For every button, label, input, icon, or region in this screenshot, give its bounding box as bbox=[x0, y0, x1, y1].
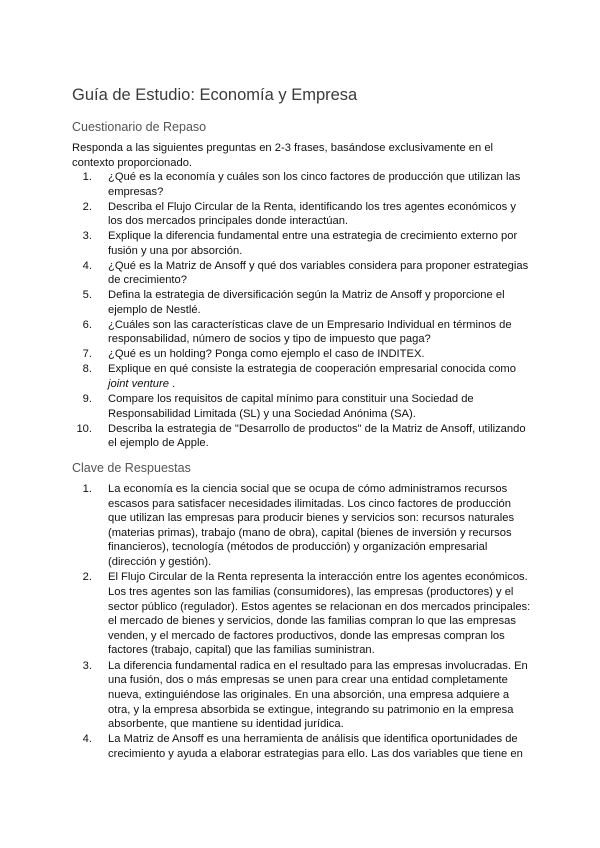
item-number: 1. bbox=[82, 483, 92, 495]
item-number: 7. bbox=[82, 348, 92, 361]
item-number: 3. bbox=[82, 230, 92, 243]
document-title: Guía de Estudio: Economía y Empresa bbox=[72, 86, 358, 104]
item-number: 6. bbox=[82, 318, 92, 331]
item-number: 10. bbox=[76, 422, 92, 435]
question-text: ¿Qué es la Matriz de Ansoff y qué dos variables considera para proponer estrategias de crecimiento? bbox=[108, 259, 529, 287]
item-number: 4. bbox=[82, 733, 92, 746]
question-text: Defina la estrategia de diversificación según la Matriz de Ansoff y proporcione el ejemplo de Nestlé. bbox=[108, 289, 505, 316]
answer-text: El Flujo Circular de la Renta representa la interacción entre los agentes económicos. Los tres agentes son las familias (consumidores), las empresas (productores) y el sector público (regulador). Estos agentes se relacionan en dos mercados principales: el mercado de bienes y servicios, donde las familias compran lo que las empresas venden, y el mercado de factores productivos, donde las empresas compran los factores (trabajo, capital) que las familias suministran. bbox=[108, 571, 531, 657]
question-text: ¿Qué es la economía y cuáles son los cinco factores de producción que utilizan las empresas? bbox=[108, 171, 521, 198]
question-text: Describa la estrategia de "Desarrollo de productos" de la Matriz de Ansoff, utilizando el ejemplo de Apple. bbox=[108, 422, 526, 450]
list-item bbox=[72, 170, 532, 199]
answer-list bbox=[72, 482, 532, 762]
list-item bbox=[72, 259, 532, 288]
list-item bbox=[72, 570, 532, 658]
list-item bbox=[72, 482, 532, 570]
item-number: 2. bbox=[82, 571, 92, 584]
list-item bbox=[72, 200, 532, 229]
item-number: 1. bbox=[82, 171, 92, 183]
item-number: 9. bbox=[82, 393, 92, 406]
list-item bbox=[72, 392, 532, 421]
quiz-heading: Cuestionario de Repaso bbox=[72, 120, 207, 134]
question-text: ¿Cuáles son las características clave de un Empresario Individual en términos de responsabilidad, número de socios y tipo de impuesto que paga? bbox=[108, 318, 512, 346]
question-text bbox=[108, 362, 532, 391]
joint-venture-term: joint venture bbox=[108, 378, 169, 391]
question-text-part: . bbox=[168, 378, 176, 391]
question-text: Explique la diferencia fundamental entre una estrategia de crecimiento externo por fusión y una por absorción. bbox=[108, 230, 518, 257]
list-item bbox=[72, 318, 532, 347]
item-number: 3. bbox=[82, 659, 92, 672]
list-item bbox=[72, 659, 532, 732]
question-text: ¿Qué es un holding? Ponga como ejemplo el caso de INDITEX. bbox=[108, 348, 425, 361]
question-text-part: Explique en qué consiste la estrategia de cooperación empresarial conocida como bbox=[108, 363, 516, 376]
question-list bbox=[72, 170, 532, 451]
answer-key-heading: Clave de Respuestas bbox=[72, 461, 191, 475]
question-text: Compare los requisitos de capital mínimo para constituir una Sociedad de Responsabilidad Limitada (SL) y una Sociedad Anónima (SA). bbox=[108, 393, 474, 420]
list-item bbox=[72, 229, 532, 258]
answer-text: La economía es la ciencia social que se ocupa de cómo administramos recursos escasos para satisfacer necesidades ilimitadas. Los cinco factores de producción que utilizan las empresas para producir bienes y servicios son: recursos naturales (materias primas), trabajo (mano de obra), capital (bienes de inversión y recursos financieros), tecnología (métodos de producción) y organización empresarial (dirección y gestión). bbox=[108, 483, 515, 568]
item-number: 8. bbox=[82, 363, 92, 376]
list-item bbox=[72, 347, 532, 362]
item-number: 4. bbox=[82, 259, 92, 272]
item-number: 5. bbox=[82, 289, 92, 302]
answer-text: La Matriz de Ansoff es una herramienta de análisis que identifica oportunidades de crecimiento y ayuda a elaborar estrategias para ello. Las dos variables que tiene en bbox=[108, 733, 523, 761]
quiz-intro: Responda a las siguientes preguntas en 2-3 frases, basándose exclusivamente en el contexto proporcionado. bbox=[72, 142, 494, 169]
list-item bbox=[72, 732, 532, 761]
list-item bbox=[72, 422, 532, 451]
list-item bbox=[72, 362, 532, 391]
answer-text: La diferencia fundamental radica en el resultado para las empresas involucradas. En una fusión, dos o más empresas se unen para crear una entidad completamente nueva, extinguiéndose las originales. En una absorción, una empresa adquiere a otra, y la empresa absorbida se extingue, integrando su patrimonio en la empresa absorbente, que mantiene su identidad jurídica. bbox=[108, 659, 528, 731]
item-number: 2. bbox=[82, 200, 92, 213]
list-item bbox=[72, 288, 532, 317]
question-text: Describa el Flujo Circular de la Renta, identificando los tres agentes económicos y los dos mercados principales donde interactúan. bbox=[108, 200, 516, 228]
